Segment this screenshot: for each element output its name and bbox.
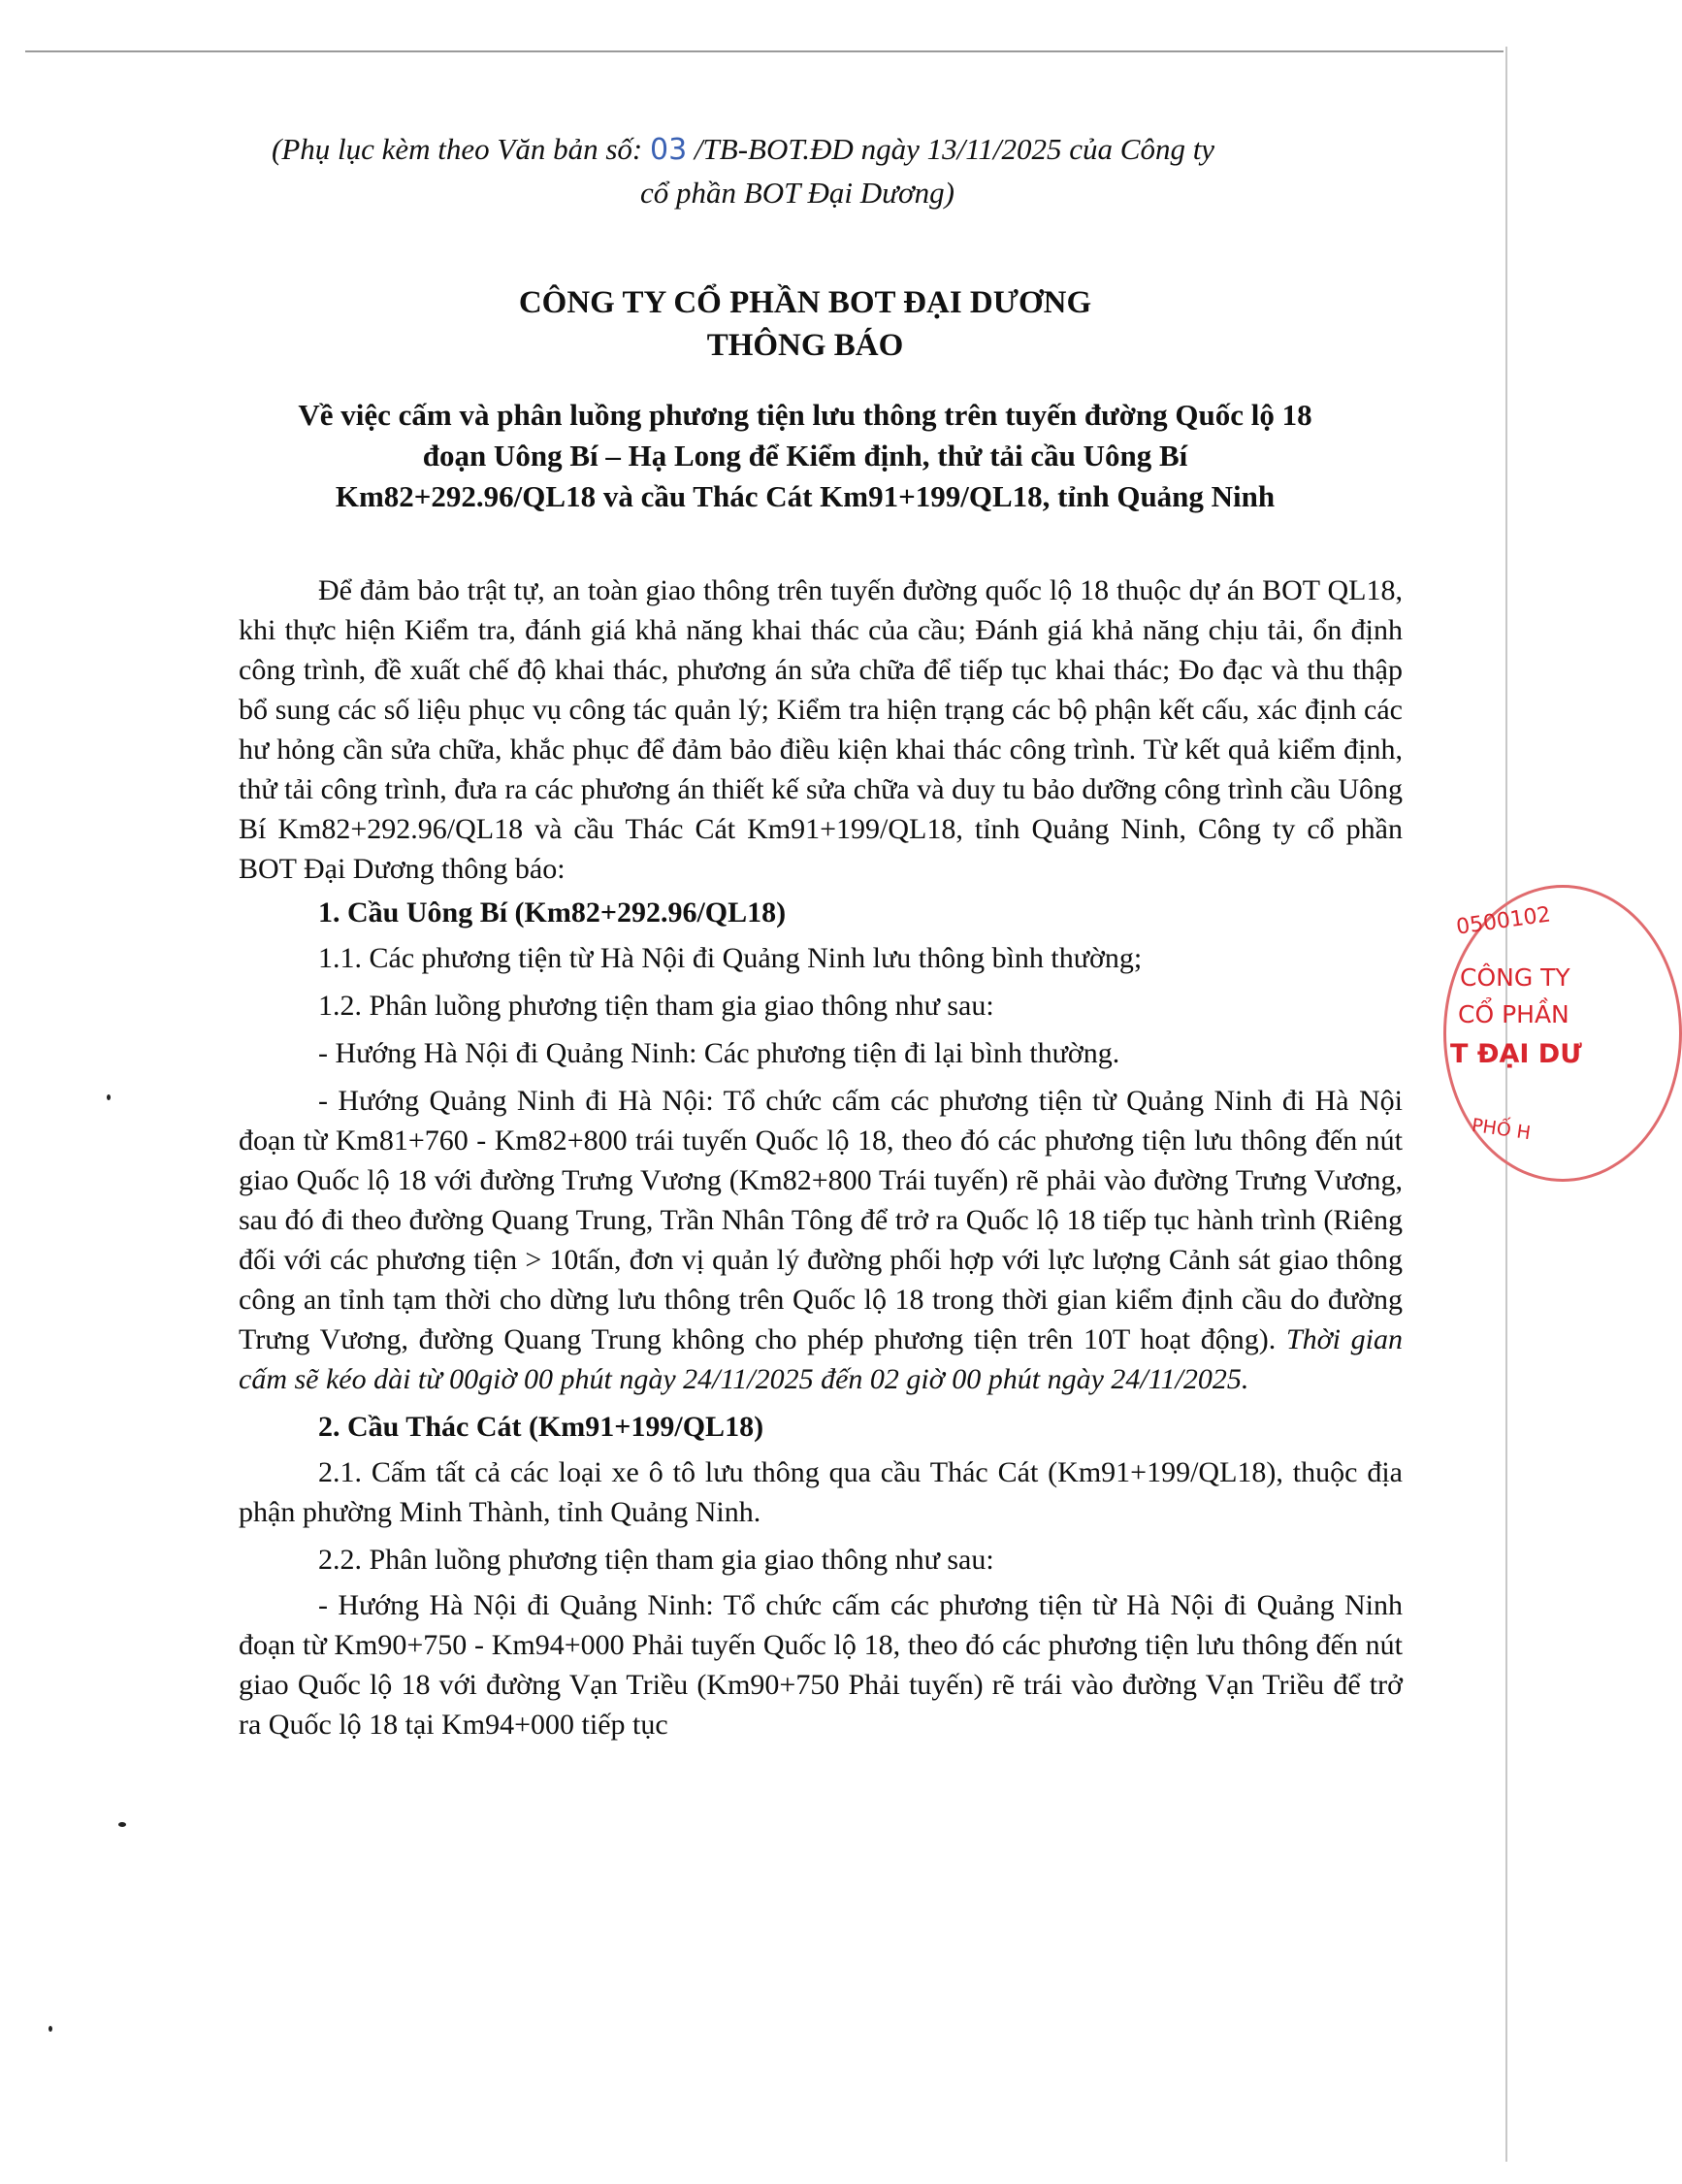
appendix-prefix: (Phụ lục kèm theo Văn bản số: (272, 132, 643, 166)
section-1-item-2: 1.2. Phân luồng phương tiện tham gia giao thông như sau: (318, 990, 994, 1022)
section-2-item-2: 2.2. Phân luồng phương tiện tham gia giao thông như sau: (318, 1544, 994, 1576)
stamp-line-2: CỔ PHẦN (1458, 1000, 1569, 1028)
stamp-line-3: T ĐẠI DƯ (1450, 1039, 1582, 1069)
stamp-line-1: CÔNG TY (1460, 963, 1570, 992)
subject-line-3: Km82+292.96/QL18 và cầu Thác Cát Km91+199/QL18, tỉnh Quảng Ninh (335, 479, 1276, 513)
section-1-bullet-1: - Hướng Hà Nội đi Quảng Ninh: Các phương tiện đi lại bình thường. (318, 1037, 1120, 1069)
section-2-bullet-1: - Hướng Hà Nội đi Quảng Ninh: Tổ chức cấm các phương tiện từ Hà Nội đi Quảng Ninh đoạn từ Km90+750 - Km94+000 Phải tuyến Quốc lộ 18, theo đó các phương tiện lưu thông đến nút giao Quốc lộ 18 với đường Vạn Triều (Km90+750 Phải tuyến) rẽ trái vào đường Vạn Triều để trở ra Quốc lộ 18 tại Km94+000 tiếp tục (239, 1589, 1403, 1741)
scan-speck (118, 1822, 126, 1827)
intro-paragraph: Để đảm bảo trật tự, an toàn giao thông trên tuyến đường quốc lộ 18 thuộc dự án BOT QL18, khi thực hiện Kiểm tra, đánh giá khả năng khai thác của cầu; Đánh giá khả năng chịu tải, ổn định công trình, đề xuất chế độ khai thác, phương án sửa chữa để tiếp tục khai thác; Đo đạc và thu thập bổ sung các số liệu phục vụ công tác quản lý; Kiểm tra hiện trạng các bộ phận kết cấu, xác định các hư hỏng cần sửa chữa, khắc phục để đảm bảo điều kiện khai thác công trình. Từ kết quả kiểm định, thử tải công trình, đưa ra các phương án thiết kế sửa chữa và duy tu bảo dưỡng công trình cầu Uông Bí Km82+292.96/QL18 và cầu Thác Cát Km91+199/QL18, tỉnh Quảng Ninh, Công ty cổ phần BOT Đại Dương thông báo: (239, 574, 1403, 885)
document-number: 03 (649, 133, 688, 167)
subject-line-2: đoạn Uông Bí – Hạ Long để Kiểm định, thử tải cầu Uông Bí (422, 439, 1188, 473)
document-title: THÔNG BÁO (706, 328, 904, 363)
scan-top-edge (25, 50, 1504, 52)
scan-speck (107, 1094, 111, 1100)
company-stamp (1443, 885, 1682, 1182)
section-2-heading: 2. Cầu Thác Cát (Km91+199/QL18) (318, 1411, 764, 1443)
document-body (239, 570, 1403, 1744)
appendix-suffix: /TB-BOT.ĐD ngày 13/11/2025 của Công ty (694, 132, 1215, 166)
company-name: CÔNG TY CỔ PHẦN BOT ĐẠI DƯƠNG (518, 285, 1092, 320)
section-1-item-1: 1.1. Các phương tiện từ Hà Nội đi Quảng Ninh lưu thông bình thường; (318, 942, 1143, 974)
subject-line-1: Về việc cấm và phân luồng phương tiện lưu thông trên tuyến đường Quốc lộ 18 (298, 398, 1312, 432)
scan-speck (49, 2026, 52, 2032)
stamp-number: 0500102 (1454, 902, 1553, 940)
section-2-item-1: 2.1. Cấm tất cả các loại xe ô tô lưu thông qua cầu Thác Cát (Km91+199/QL18), thuộc địa phận phường Minh Thành, tỉnh Quảng Ninh. (239, 1456, 1403, 1528)
stamp-line-4: PHỐ H (1470, 1114, 1533, 1145)
section-1-ban-time: Thời gian cấm sẽ kéo dài từ 00giờ 00 phút ngày 24/11/2025 đến 02 giờ 00 phút ngày 24/11/2025. (239, 1323, 1403, 1395)
document-subject (175, 395, 1436, 517)
appendix-note (272, 128, 1397, 214)
appendix-line2: cổ phần BOT Đại Dương) (640, 176, 954, 210)
section-1-bullet-2 (239, 1081, 1403, 1399)
section-1-bullet-2-text: - Hướng Quảng Ninh đi Hà Nội: Tổ chức cấm các phương tiện từ Quảng Ninh đi Hà Nội đoạn từ Km81+760 - Km82+800 trái tuyến Quốc lộ 18, theo đó các phương tiện lưu thông đến nút giao Quốc lộ 18 với đường Trưng Vương (Km82+800 Trái tuyến) rẽ phải vào đường Trưng Vương, sau đó đi theo đường Quang Trung, Trần Nhân Tông để trở ra Quốc lộ 18 tiếp tục hành trình (Riêng đối với các phương tiện > 10tấn, đơn vị quản lý đường phối hợp với lực lượng Cảnh sát giao thông công an tỉnh tạm thời cho dừng lưu thông trên Quốc lộ 18 trong thời gian kiểm định cầu do đường Trưng Vương, đường Quang Trung không cho phép phương tiện trên 10T hoạt động). (239, 1085, 1403, 1355)
section-1-heading: 1. Cầu Uông Bí (Km82+292.96/QL18) (318, 896, 787, 929)
